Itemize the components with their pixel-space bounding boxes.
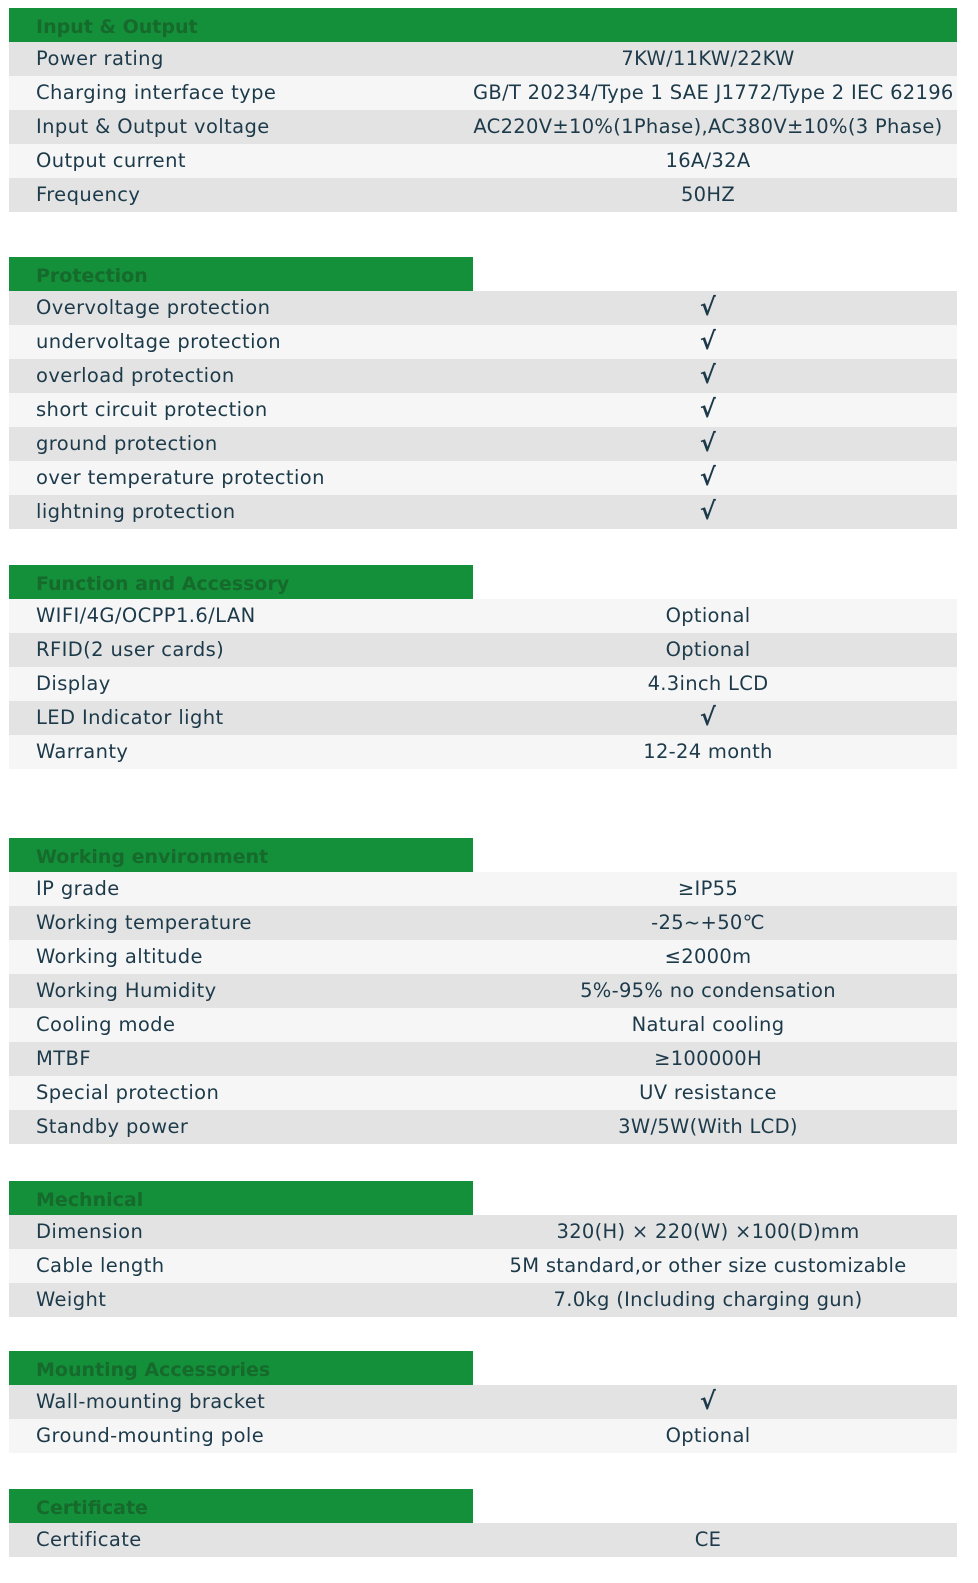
- spec-row: [9, 110, 957, 144]
- spec-row: [9, 42, 957, 76]
- section-title: Certificate: [36, 1497, 148, 1519]
- spec-row: [9, 667, 957, 701]
- check-mark-icon: √: [699, 429, 717, 457]
- spec-label: IP grade: [36, 877, 120, 900]
- spec-row: [9, 940, 957, 974]
- section-title: Protection: [36, 265, 148, 287]
- spec-row: [9, 1249, 957, 1283]
- check-mark-icon: √: [699, 361, 717, 389]
- spec-label: Input & Output voltage: [36, 115, 270, 138]
- spec-label: RFID(2 user cards): [36, 638, 225, 661]
- spec-row: [9, 633, 957, 667]
- section-title: Input & Output: [36, 16, 198, 38]
- spec-label: lightning protection: [36, 500, 236, 523]
- spec-row: [9, 461, 957, 495]
- spec-value: CE: [694, 1528, 722, 1551]
- spec-value: Optional: [665, 1424, 751, 1447]
- spec-row: [9, 735, 957, 769]
- spec-label: over temperature protection: [36, 466, 325, 489]
- spec-value: AC220V±10%(1Phase),AC380V±10%(3 Phase): [473, 115, 943, 138]
- spec-label: WIFI/4G/OCPP1.6/LAN: [36, 604, 256, 627]
- section-input-output: [9, 8, 957, 212]
- section-header: [9, 257, 473, 291]
- spec-row: [9, 359, 957, 393]
- section-function-and-accessory: [9, 565, 957, 769]
- section-header: [9, 565, 473, 599]
- spec-row: [9, 1523, 957, 1557]
- spec-row: [9, 76, 957, 110]
- spec-value: 50HZ: [680, 183, 736, 206]
- check-mark-icon: √: [699, 703, 717, 731]
- spec-label: Working temperature: [36, 911, 252, 934]
- spec-value: GB/T 20234/Type 1 SAE J1772/Type 2 IEC 62196: [473, 81, 954, 104]
- spec-label: Overvoltage protection: [36, 296, 271, 319]
- spec-row: [9, 906, 957, 940]
- spec-row: [9, 291, 957, 325]
- spec-row: [9, 701, 957, 735]
- section-title: Working environment: [36, 846, 269, 868]
- spec-value: 5M standard,or other size customizable: [509, 1254, 907, 1277]
- check-mark-icon: √: [699, 497, 717, 525]
- spec-value: 4.3inch LCD: [647, 672, 769, 695]
- spec-value: ≥IP55: [677, 877, 739, 900]
- spec-label: Charging interface type: [36, 81, 277, 104]
- spec-value: 7KW/11KW/22KW: [621, 47, 795, 70]
- spec-label: MTBF: [36, 1047, 91, 1070]
- spec-value: 12-24 month: [643, 740, 773, 763]
- spec-label: Cooling mode: [36, 1013, 176, 1036]
- spec-label: Ground-mounting pole: [36, 1424, 265, 1447]
- spec-value: 320(H) × 220(W) ×100(D)mm: [556, 1220, 860, 1243]
- spec-value: Optional: [665, 604, 751, 627]
- section-header: [9, 838, 473, 872]
- check-mark-icon: √: [699, 463, 717, 491]
- check-mark-icon: √: [699, 293, 717, 321]
- section-mounting-accessories: [9, 1351, 957, 1453]
- spec-label: Standby power: [36, 1115, 189, 1138]
- spec-row: [9, 393, 957, 427]
- section-working-environment: [9, 838, 957, 1144]
- spec-row: [9, 974, 957, 1008]
- spec-label: short circuit protection: [36, 398, 268, 421]
- spec-row: [9, 872, 957, 906]
- spec-label: undervoltage protection: [36, 330, 281, 353]
- spec-label: Special protection: [36, 1081, 220, 1104]
- spec-label: Frequency: [36, 183, 141, 206]
- spec-row: [9, 178, 957, 212]
- spec-value: Optional: [665, 638, 751, 661]
- spec-label: LED Indicator light: [36, 706, 224, 729]
- spec-label: Wall-mounting bracket: [36, 1390, 266, 1413]
- section-certificate: [9, 1489, 957, 1557]
- spec-row: [9, 325, 957, 359]
- spec-value: 5%-95% no condensation: [580, 979, 836, 1002]
- spec-label: Weight: [36, 1288, 107, 1311]
- spec-label: Cable length: [36, 1254, 165, 1277]
- spec-row: [9, 1110, 957, 1144]
- spec-row: [9, 144, 957, 178]
- section-title: Mounting Accessories: [36, 1359, 271, 1381]
- spec-label: overload protection: [36, 364, 235, 387]
- spec-label: Output current: [36, 149, 186, 172]
- section-header: [9, 1181, 473, 1215]
- spec-label: Display: [36, 672, 111, 695]
- spec-row: [9, 1419, 957, 1453]
- spec-row: [9, 1076, 957, 1110]
- check-mark-icon: √: [699, 1387, 717, 1415]
- spec-row: [9, 1385, 957, 1419]
- spec-value: ≤2000m: [664, 945, 752, 968]
- spec-label: Dimension: [36, 1220, 144, 1243]
- check-mark-icon: √: [699, 395, 717, 423]
- spec-value: -25~+50℃: [651, 911, 765, 934]
- spec-label: Working Humidity: [36, 979, 217, 1002]
- spec-label: Warranty: [36, 740, 129, 763]
- section-header: [9, 1489, 473, 1523]
- spec-value: 16A/32A: [665, 149, 751, 172]
- spec-row: [9, 1283, 957, 1317]
- section-header: [9, 8, 957, 42]
- spec-value: Natural cooling: [631, 1013, 785, 1036]
- spec-row: [9, 1042, 957, 1076]
- check-mark-icon: √: [699, 327, 717, 355]
- section-title: Function and Accessory: [36, 573, 290, 595]
- spec-row: [9, 1215, 957, 1249]
- spec-row: [9, 495, 957, 529]
- spec-label: ground protection: [36, 432, 218, 455]
- spec-value: ≥100000H: [654, 1047, 762, 1070]
- spec-row: [9, 599, 957, 633]
- section-title: Mechnical: [36, 1189, 144, 1211]
- section-mechnical: [9, 1181, 957, 1317]
- section-header: [9, 1351, 473, 1385]
- spec-value: 3W/5W(With LCD): [618, 1115, 798, 1138]
- spec-label: Working altitude: [36, 945, 203, 968]
- spec-label: Certificate: [36, 1528, 142, 1551]
- spec-row: [9, 1008, 957, 1042]
- spec-value: 7.0kg (Including charging gun): [553, 1288, 863, 1311]
- spec-value: UV resistance: [639, 1081, 777, 1104]
- section-protection: [9, 257, 957, 529]
- spec-label: Power rating: [36, 47, 164, 70]
- spec-row: [9, 427, 957, 461]
